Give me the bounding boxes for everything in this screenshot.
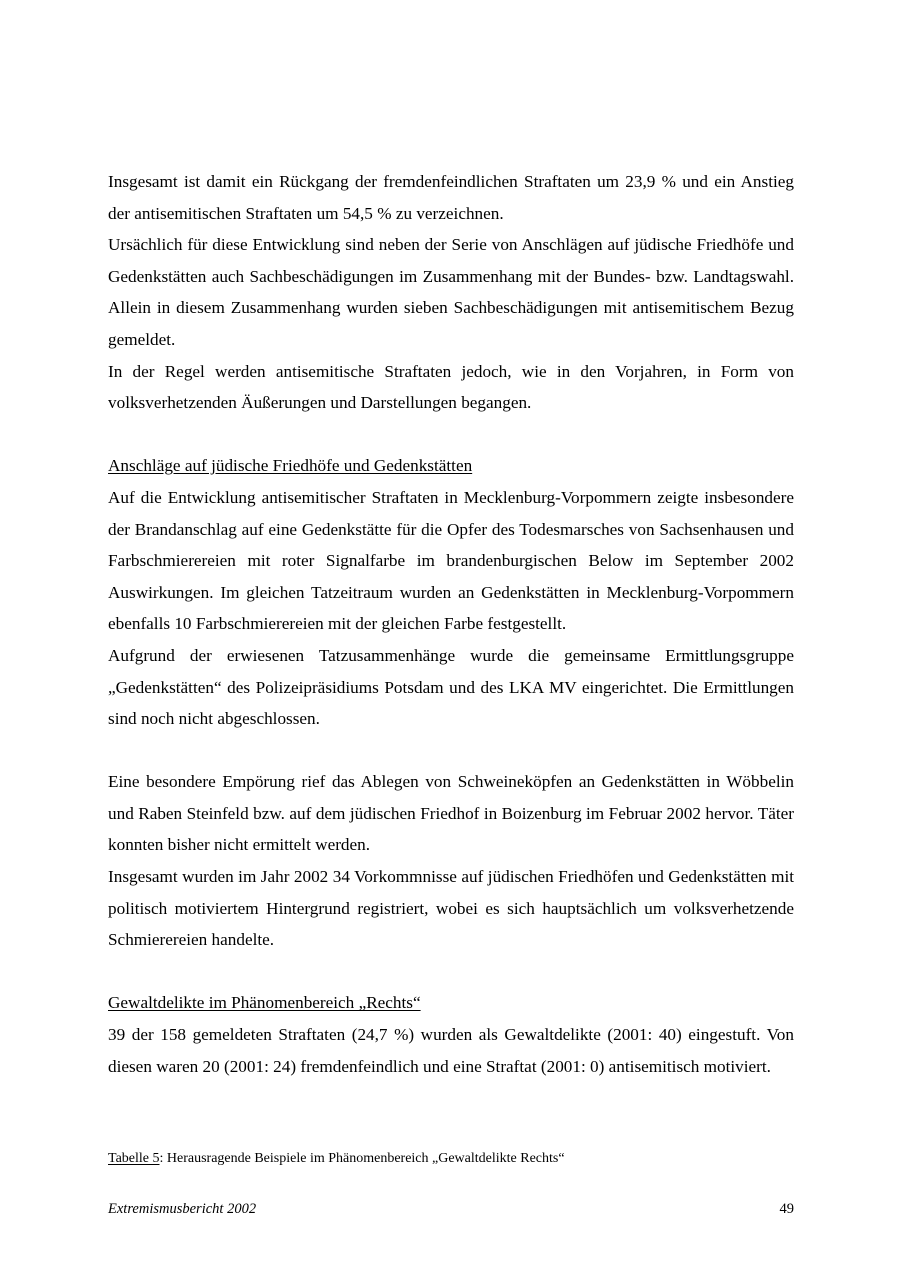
footer-report-title: Extremismusbericht 2002 [108, 1201, 257, 1217]
table-caption [108, 1148, 794, 1170]
page-body [108, 166, 794, 1082]
page-footer [108, 1198, 794, 1220]
paragraph-investigation-group: Aufgrund der erwiesenen Tatzusammenhänge wurde die gemeinsame Ermittlungsgruppe „Gedenkstätten“ des Polizeipräsidiums Potsdam und des LKA MV eingerichtet. Die Ermittlungen sind noch nicht abgeschlossen. [108, 645, 794, 729]
paragraph-spacer [108, 735, 794, 767]
table-caption-label: Tabelle 5 [108, 1151, 160, 1166]
page-number: 49 [779, 1201, 794, 1217]
paragraph-pig-heads: Eine besondere Empörung rief das Ablegen von Schweineköpfen an Gedenkstätten in Wöbbelin und Raben Steinfeld bzw. auf dem jüdischen Friedhof in Boizenburg im Februar 2002 hervor. Täter konnten bisher nicht ermittelt werden. [108, 772, 794, 855]
paragraph-causes: Ursächlich für diese Entwicklung sind neben der Serie von Anschlägen auf jüdische Friedhöfe und Gedenkstätten auch Sachbeschädigungen im Zusammenhang mit der Bundes- bzw. Landtagswahl. Allein in diesem Zusammenhang wurden sieben Sachbeschädigungen mit antisemitischem Bezug gemeldet. [108, 235, 794, 349]
section-heading-attacks: Anschläge auf jüdische Friedhöfe und Gedenkstätten [108, 456, 473, 476]
paragraph-spacer [108, 419, 794, 451]
paragraph-decline-statistics: Insgesamt ist damit ein Rückgang der fremdenfeindlichen Straftaten um 23,9 % und ein Anstieg der antisemitischen Straftaten um 54,5 % zu verzeichnen. [108, 172, 794, 223]
paragraph-rule: In der Regel werden antisemitische Straftaten jedoch, wie in den Vorjahren, in Form von volksverhetzenden Äußerungen und Darstellungen begangen. [108, 361, 794, 413]
paragraph-incidents-total: Insgesamt wurden im Jahr 2002 34 Vorkommnisse auf jüdischen Friedhöfen und Gedenkstätten mit politisch motiviertem Hintergrund registriert, wobei es sich hauptsächlich um volksverhetzende Schmierereien handelte. [108, 867, 794, 950]
paragraph-spacer [108, 956, 794, 988]
table-caption-text: : Herausragende Beispiele im Phänomenbereich „Gewaltdelikte Rechts“ [159, 1151, 565, 1166]
paragraph-attacks-development: Auf die Entwicklung antisemitischer Straftaten in Mecklenburg-Vorpommern zeigte insbesondere der Brandanschlag auf eine Gedenkstätte für die Opfer des Todesmarsches von Sachsenhausen und Farbschmierereien mit roter Signalfarbe im brandenburgischen Below im September 2002 Auswirkungen. Im gleichen Tatzeitraum wurden an Gedenkstätten in Mecklenburg-Vorpommern ebenfalls 10 Farbschmierereien mit der gleichen Farbe festgestellt. [108, 487, 794, 634]
section-heading-violence: Gewaltdelikte im Phänomenbereich „Rechts“ [108, 993, 421, 1013]
paragraph-violence-statistics: 39 der 158 gemeldeten Straftaten (24,7 %) wurden als Gewaltdelikte (2001: 40) eingestuft. Von diesen waren 20 (2001: 24) fremdenfeindlich und eine Straftat (2001: 0) antisemitisch motiviert. [108, 1025, 794, 1076]
